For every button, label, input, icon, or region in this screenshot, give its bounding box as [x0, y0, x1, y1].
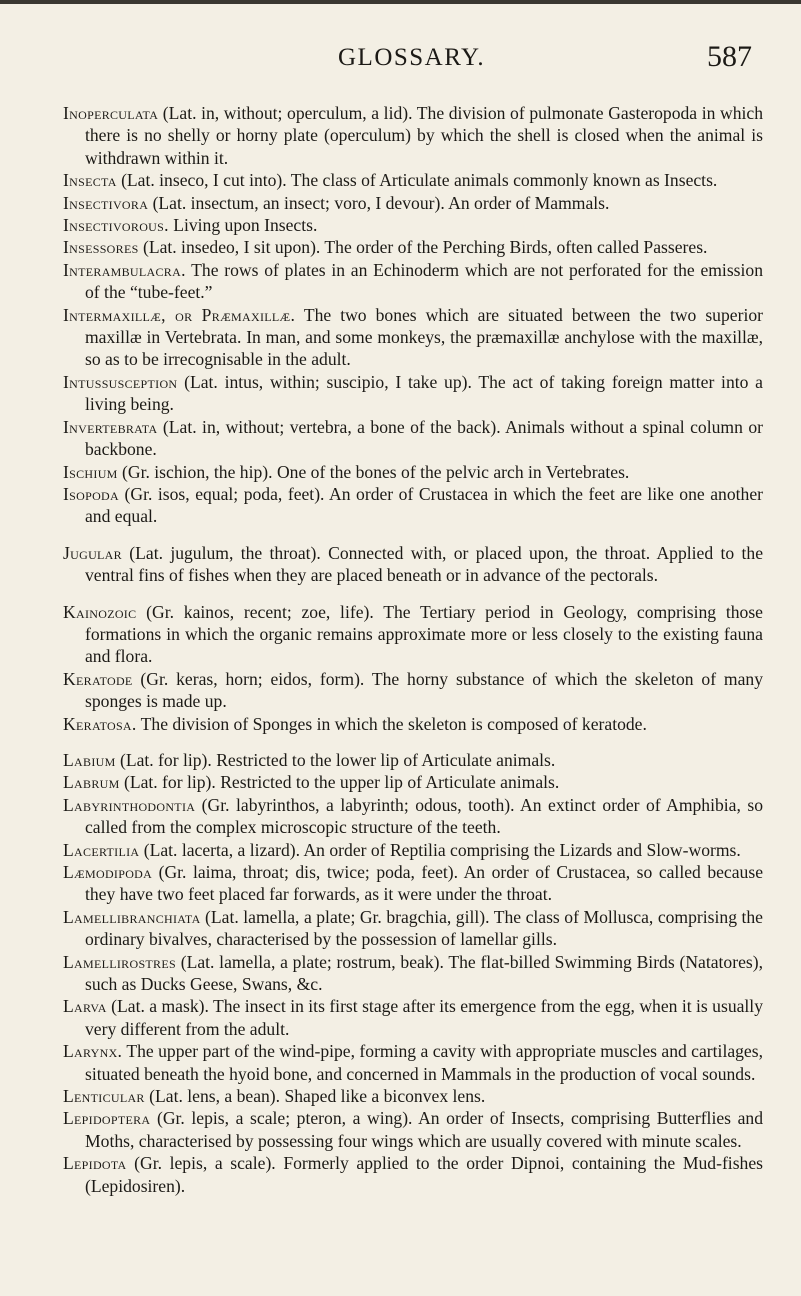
- entry-headword: Lenticular: [63, 1086, 145, 1107]
- entry-definition: The division of Sponges in which the skeleton is composed of keratode.: [136, 713, 647, 734]
- glossary-entry: [63, 304, 763, 371]
- glossary-entry: [63, 668, 763, 713]
- entry-definition: (Lat. for lip). Restricted to the upper lip of Articulate animals.: [119, 772, 560, 793]
- glossary-entry: [63, 794, 763, 839]
- glossary-entry: [63, 906, 763, 951]
- entry-headword: Larynx.: [63, 1041, 123, 1062]
- running-head: GLOSSARY.: [338, 44, 486, 71]
- entry-definition: (Lat. lamella, a plate; Gr. bragchia, gill). The class of Mollusca, comprising the ordinary bivalves, characterised by the possession of lamellar gills.: [85, 906, 763, 950]
- entry-headword: Larva: [63, 996, 107, 1017]
- entry-headword: Intussusception: [63, 371, 178, 392]
- entry-headword: Jugular: [63, 542, 122, 563]
- entry-definition: (Gr. isos, equal; poda, feet). An order of Crustacea in which the feet are like one another and equal.: [85, 483, 763, 527]
- entry-definition: Living upon Insects.: [168, 215, 318, 236]
- entry-definition: (Gr. lepis, a scale; pteron, a wing). An order of Insects, comprising Butterflies and Moths, characterised by possessing four wings which are usually covered with minute scales.: [85, 1108, 763, 1151]
- entry-definition: (Lat. in, without; operculum, a lid). The division of pulmonate Gasteropoda in which there is no shelly or horny plate (operculum) by which the shell is closed when the animal is withdrawn within it.: [85, 103, 763, 168]
- entry-headword: Intermaxillæ, or Præmaxillæ.: [63, 304, 296, 325]
- entry-headword: Lepidoptera: [63, 1108, 151, 1129]
- entry-definition: The rows of plates in an Echinoderm which are not perforated for the emission of the “tube-feet.”: [85, 259, 763, 303]
- entry-headword: Insessores: [63, 237, 139, 258]
- entry-definition: (Lat. for lip). Restricted to the lower lip of Articulate animals.: [115, 749, 556, 770]
- entry-definition: (Gr. keras, horn; eidos, form). The horny substance of which the skeleton of many sponges is made up.: [85, 668, 763, 712]
- entry-definition: (Gr. lepis, a scale). Formerly applied to the order Dipnoi, containing the Mud-fishes (Lepidosiren).: [85, 1153, 763, 1196]
- glossary-entry: [63, 713, 763, 735]
- entry-definition: (Lat. insedeo, I sit upon). The order of the Perching Birds, often called Passeres.: [138, 237, 708, 258]
- entry-headword: Læmodipoda: [63, 862, 153, 882]
- entry-headword: Invertebrata: [63, 416, 158, 437]
- entry-definition: (Lat. insectum, an insect; voro, I devour). An order of Mammals.: [148, 192, 610, 213]
- entry-definition: (Lat. lens, a bean). Shaped like a biconvex lens.: [144, 1086, 486, 1107]
- entry-definition: (Lat. intus, within; suscipio, I take up). The act of taking foreign matter into a living being.: [85, 371, 763, 415]
- entry-definition: (Lat. inseco, I cut into). The class of Articulate animals commonly known as Insects.: [116, 170, 718, 191]
- glossary-entry: [63, 995, 763, 1040]
- glossary-entry: [63, 1085, 763, 1107]
- glossary-entry: [63, 1152, 763, 1197]
- entry-headword: Interambulacra.: [63, 259, 186, 280]
- glossary-entry: [63, 1107, 763, 1152]
- entry-definition: (Lat. jugulum, the throat). Connected with, or placed upon, the throat. Applied to the ventral fins of fishes when they are placed beneath or in advance of the pectorals.: [85, 542, 763, 586]
- page-top-edge: [0, 0, 801, 4]
- glossary-entry: [63, 192, 763, 214]
- glossary-entry: [63, 214, 763, 236]
- entry-definition: (Gr. kainos, recent; zoe, life). The Tertiary period in Geology, comprising those formations in which the organic remains approximate more or less closely to the existing fauna and flora.: [85, 601, 763, 667]
- entry-headword: Labyrinthodontia: [63, 794, 196, 815]
- glossary-entry: [63, 861, 763, 906]
- glossary-entry: [63, 1040, 763, 1085]
- page-number: 587: [707, 40, 752, 73]
- glossary-entry: [63, 951, 763, 996]
- entry-definition: The upper part of the wind-pipe, forming a cavity with appropriate muscles and cartilages, situated beneath the hyoid bone, and concerned in Mammals in the production of vocal sounds.: [85, 1041, 763, 1084]
- entry-headword: Keratode: [63, 668, 133, 689]
- entry-headword: Lacertilia: [63, 839, 140, 860]
- entry-headword: Insectivorous.: [63, 215, 169, 236]
- entry-headword: Kainozoic: [63, 601, 137, 622]
- glossary-entry: [63, 259, 763, 304]
- entry-definition: (Lat. a mask). The insect in its first stage after its emergence from the egg, when it is usually very different from the adult.: [85, 996, 763, 1039]
- entry-headword: Insectivora: [63, 192, 149, 213]
- entry-headword: Ischium: [63, 461, 118, 482]
- glossary-entry: [63, 371, 763, 416]
- entry-headword: Isopoda: [63, 483, 119, 504]
- entry-definition: The two bones which are situated between the two superior maxillæ in Vertebrata. In man, and some monkeys, the præmaxillæ anchylose with the maxillæ, so as to be irrecognisable in the adult.: [85, 304, 763, 370]
- entry-definition: (Gr. ischion, the hip). One of the bones of the pelvic arch in Vertebrates.: [117, 461, 630, 482]
- entry-definition: (Lat. lamella, a plate; rostrum, beak). The flat-billed Swimming Birds (Natatores), such as Ducks Geese, Swans, &c.: [85, 951, 763, 995]
- glossary-entries: [63, 102, 763, 1197]
- entry-headword: Lepidota: [63, 1153, 127, 1174]
- glossary-entry: [63, 416, 763, 461]
- entry-definition: (Lat. in, without; vertebra, a bone of the back). Animals without a spinal column or backbone.: [85, 416, 763, 460]
- glossary-entry: [63, 839, 763, 861]
- entry-headword: Labrum: [63, 772, 120, 793]
- entry-definition: (Gr. labyrinthos, a labyrinth; odous, tooth). An extinct order of Amphibia, so called from the complex microscopic structure of the teeth.: [85, 794, 763, 838]
- glossary-entry: [63, 771, 763, 793]
- glossary-entry: [63, 601, 763, 668]
- glossary-entry: [63, 102, 763, 169]
- glossary-entry: [63, 461, 763, 483]
- glossary-entry: [63, 749, 763, 771]
- entry-headword: Lamellirostres: [63, 951, 176, 972]
- entry-definition: (Lat. lacerta, a lizard). An order of Reptilia comprising the Lizards and Slow-worms.: [139, 839, 741, 860]
- entry-headword: Keratosa.: [63, 713, 137, 734]
- entry-headword: Insecta: [63, 170, 117, 191]
- entry-headword: Labium: [63, 749, 116, 770]
- glossary-entry: [63, 542, 763, 587]
- entry-headword: Lamellibranchiata: [63, 906, 201, 927]
- entry-definition: (Gr. laima, throat; dis, twice; poda, feet). An order of Crustacea, so called because they have two feet placed far forwards, as it were under the throat.: [85, 862, 763, 905]
- glossary-entry: [63, 483, 763, 528]
- glossary-entry: [63, 169, 763, 191]
- glossary-entry: [63, 236, 763, 258]
- entry-headword: Inoperculata: [63, 103, 159, 123]
